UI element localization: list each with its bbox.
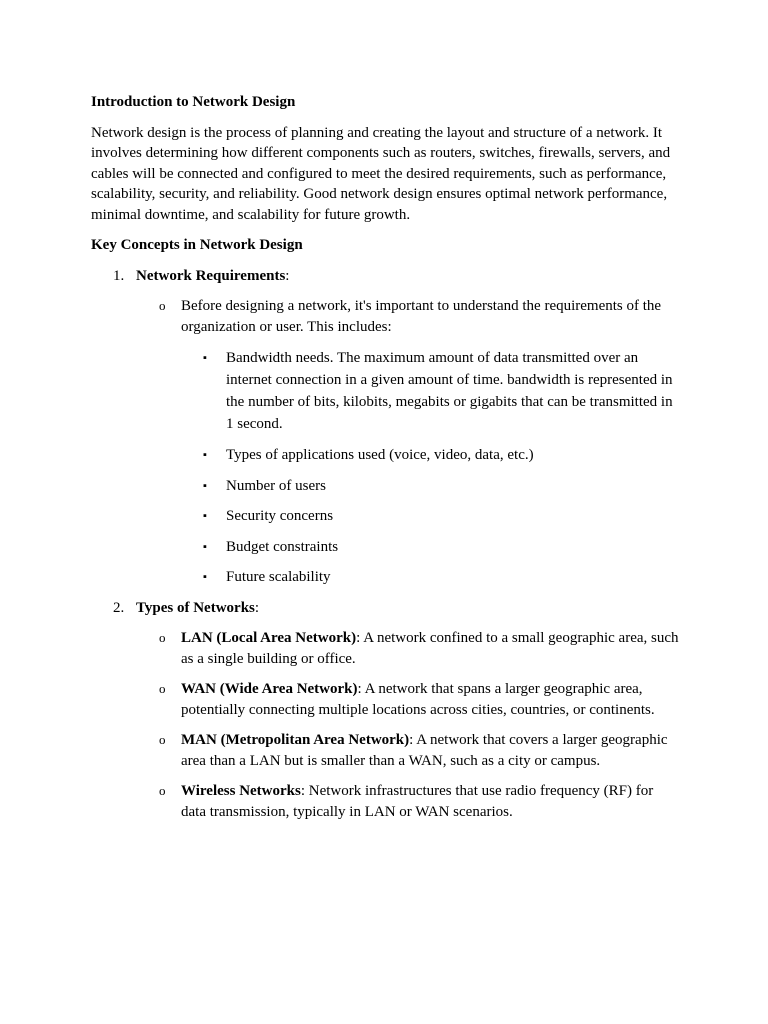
key-concepts-heading: Key Concepts in Network Design <box>91 237 303 253</box>
term: Wireless Networks <box>181 783 301 799</box>
circle-bullet-icon: o <box>159 732 166 747</box>
bullet-text: Number of users <box>226 477 326 494</box>
sub-item-wireless <box>91 781 681 822</box>
circle-bullet-icon: o <box>159 298 166 313</box>
numbered-item-types-of-networks <box>91 598 681 619</box>
term-description: : Network infrastructures that use radio frequency (RF) for data transmission, typically in LAN or WAN scenarios. <box>181 783 654 820</box>
sub-item-text: Before designing a network, it's important to understand the requirements of the organization or user. This includes: <box>181 298 662 335</box>
sub-item-wan <box>91 679 681 720</box>
bullet-text: Bandwidth needs. The maximum amount of data transmitted over an internet connection in a given amount of time. bandwidth is represented in the number of bits, kilobits, megabits or gigabits that can be transmitted in 1 second. <box>226 350 673 432</box>
bullet-item <box>91 476 681 497</box>
square-bullet-icon: ▪ <box>203 352 207 364</box>
bullet-item <box>91 537 681 558</box>
square-bullet-icon: ▪ <box>203 571 207 583</box>
term-description: : A network confined to a small geographic area, such as a single building or office. <box>181 630 679 667</box>
bullet-item <box>91 445 681 466</box>
bullet-item <box>91 506 681 527</box>
term: WAN (Wide Area Network) <box>181 681 358 697</box>
circle-bullet-icon: o <box>159 783 166 798</box>
item-number: 2. <box>113 599 125 616</box>
square-bullet-icon: ▪ <box>203 540 207 553</box>
term-description: : A network that covers a larger geographic area than a LAN but is smaller than a WAN, such as a city or campus. <box>181 732 668 769</box>
bullet-text: Future scalability <box>226 569 331 585</box>
numbered-item-network-requirements <box>91 266 681 287</box>
item-title: Network Requirements <box>136 267 286 284</box>
square-bullet-icon: ▪ <box>203 479 207 492</box>
square-bullet-icon: ▪ <box>203 449 207 461</box>
bullet-text: Security concerns <box>226 508 334 524</box>
term: MAN (Metropolitan Area Network) <box>181 732 410 748</box>
term-description: : A network that spans a larger geographic area, potentially connecting multiple locations across cities, countries, or continents. <box>181 681 655 718</box>
term: LAN (Local Area Network) <box>181 630 357 646</box>
bullet-item <box>91 347 681 435</box>
document-body <box>91 92 681 832</box>
bullet-text: Budget constraints <box>226 538 339 555</box>
item-title: Types of Networks <box>136 599 255 616</box>
sub-item-lan <box>91 628 681 669</box>
sub-item-requirements-intro <box>91 296 681 337</box>
circle-bullet-icon: o <box>159 681 166 696</box>
sub-item-man <box>91 730 681 771</box>
intro-paragraph: Network design is the process of planning and creating the layout and structure of a network. It involves determining how different components such as routers, switches, firewalls, servers, and cables will be connected and configured to meet the desired requirements, such as performance, scalability, security, and reliability. Good network design ensures optimal network performance, minimal downtime, and scalability for future growth. <box>91 124 671 223</box>
item-number: 1. <box>113 267 125 284</box>
bullet-item <box>91 567 681 588</box>
intro-heading: Introduction to Network Design <box>91 94 296 110</box>
bullet-text: Types of applications used (voice, video, data, etc.) <box>226 447 534 463</box>
item-suffix: : <box>254 599 260 616</box>
circle-bullet-icon: o <box>159 630 166 645</box>
square-bullet-icon: ▪ <box>203 510 207 522</box>
item-suffix: : <box>285 267 290 284</box>
